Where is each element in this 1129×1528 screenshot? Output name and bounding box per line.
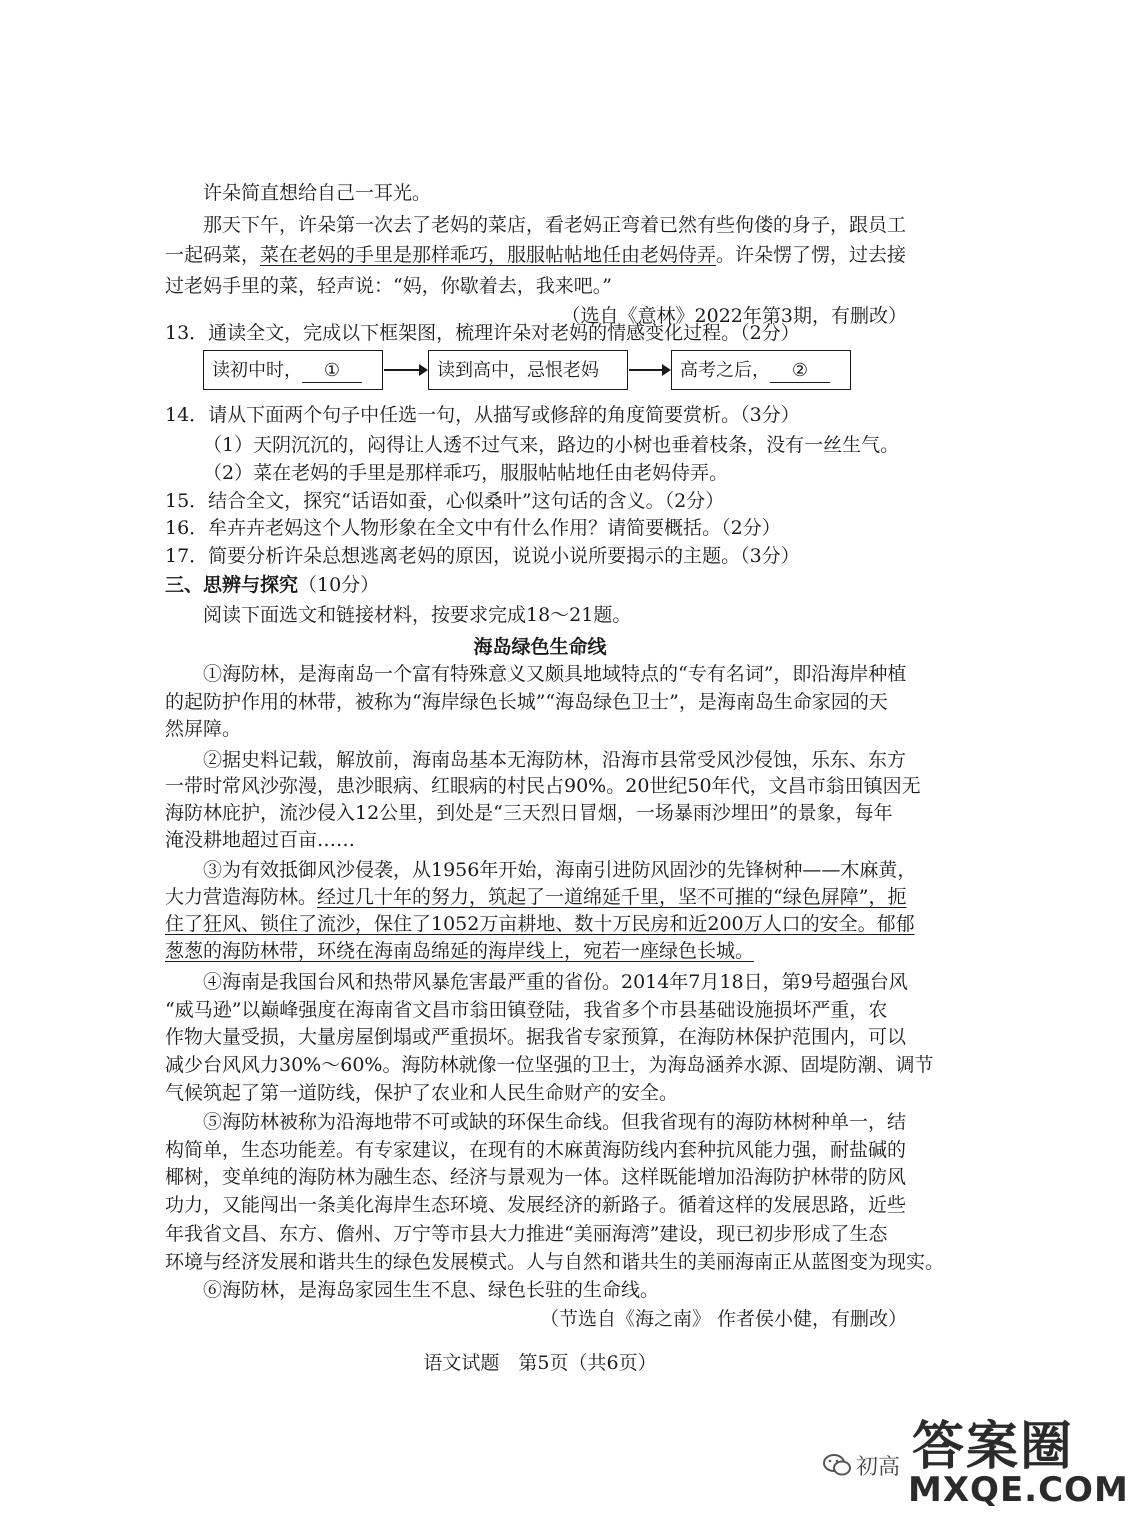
wechat-icon xyxy=(822,1452,852,1478)
question-15: 15．结合全文，探究“话语如蚕，心似桑叶”这句话的含义。（2分） xyxy=(165,490,725,512)
article-line: ③为有效抵御风沙侵袭，从1956年开始，海南引进防风固沙的先锋树种——木麻黄， xyxy=(203,859,917,881)
story-line-underlined: 一起码菜，菜在老妈的手里是那样乖巧，服服帖帖地任由老妈侍弄。许朵愣了愣，过去接 xyxy=(165,244,907,266)
article-line: 海防林庇护，流沙侵入12公里，到处是“三天烈日冒烟，一场暴雨沙埋田”的景象，每年 xyxy=(165,802,893,824)
article-line: ②据史料记载，解放前，海南岛基本无海防林，沿海市县常受风沙侵蚀，乐东、东方 xyxy=(203,749,907,771)
page-footer: 语文试题 第5页（共6页） xyxy=(423,1352,657,1374)
article-line: “威马逊”以巅峰强度在海南省文昌市翁田镇登陆，我省多个市县基础设施损坏严重，农 xyxy=(165,999,888,1021)
section-instruction: 阅读下面选文和链接材料，按要求完成18～21题。 xyxy=(203,604,632,626)
watermark-domain: MXQE.COM xyxy=(908,1470,1129,1510)
flow-box-senior-high: 读到高中，忌恨老妈 xyxy=(428,350,628,390)
story-line: 那天下午，许朵第一次去了老妈的菜店，看老妈正弯着已然有些佝偻的身子，跟员工 xyxy=(203,214,907,236)
question-14-option-2: （2）菜在老妈的手里是那样乖巧，服服帖帖地任由老妈侍弄。 xyxy=(203,462,729,484)
watermark-side-text: 初高 xyxy=(856,1455,901,1480)
flow-blank-2: ② xyxy=(770,360,830,383)
article-line: 环境与经济发展和谐共生的绿色发展模式。人与自然和谐共生的美丽海南正从蓝图变为现实。 xyxy=(165,1251,945,1273)
article-line: 减少台风风力30%～60%。海防林就像一位坚强的卫士，为海岛涵养水源、固堤防潮、调节 xyxy=(165,1054,934,1076)
section-heading: 三、思辨与探究（10分） xyxy=(165,574,380,596)
question-13: 13．通读全文，完成以下框架图，梳理许朵对老妈的情感变化过程。（2分） xyxy=(165,322,800,344)
emotion-flow-diagram xyxy=(203,350,853,394)
article-line: 淹没耕地超过百亩…… xyxy=(165,829,356,851)
article-source: （节选自《海之南》 作者侯小健，有删改） xyxy=(539,1308,907,1330)
flow-box-after-exam: 高考之后， ② xyxy=(671,350,851,390)
article-line-underlined: 住了狂风、锁住了流沙，保住了1052万亩耕地、数十万民房和近200万人口的安全。郁郁 xyxy=(165,913,915,935)
flow-box-junior-high: 读初中时， ① xyxy=(203,350,383,390)
article-line: ④海南是我国台风和热带风暴危害最严重的省份。2014年7月18日，第9号超强台风 xyxy=(203,971,908,993)
story-line: 许朵简直想给自己一耳光。 xyxy=(203,182,432,204)
article-title: 海岛绿色生命线 xyxy=(473,636,607,658)
question-14-option-1: （1）天阴沉沉的，闷得让人透不过气来，路边的小树也垂着枝条，没有一丝生气。 xyxy=(203,434,900,456)
story-line: 过老妈手里的菜，轻声说：“妈，你歇着去，我来吧。” xyxy=(165,275,612,297)
question-17: 17．简要分析许朵总想逃离老妈的原因，说说小说所要揭示的主题。（3分） xyxy=(165,545,800,567)
article-line: 然屏障。 xyxy=(165,718,242,740)
article-line: 构简单，生态功能差。有专家建议，在现有的木麻黄海防线内套种抗风能力强，耐盐碱的 xyxy=(165,1139,907,1161)
watermark xyxy=(820,1400,1129,1528)
question-14: 14．请从下面两个句子中任选一句，从描写或修辞的角度简要赏析。（3分） xyxy=(165,404,800,426)
article-line: 椰树，变单纯的海防林为融生态、经济与景观为一体。这样既能增加沿海防护林带的防风 xyxy=(165,1166,907,1188)
article-line-underlined: 大力营造海防林。经过几十年的努力，筑起了一道绵延千里，坚不可摧的“绿色屏障”，扼 xyxy=(165,886,907,908)
article-line: 的起防护作用的林带，被称为“海岸绿色长城”“海岛绿色卫士”，是海南岛生命家园的天 xyxy=(165,691,888,713)
article-line: ⑥海防林，是海岛家园生生不息、绿色长驻的生命线。 xyxy=(203,1279,660,1301)
article-line: 年我省文昌、东方、儋州、万宁等市县大力推进“美丽海湾”建设，现已初步形成了生态 xyxy=(165,1223,888,1245)
article-line: ①海防林，是海南岛一个富有特殊意义又颇具地域特点的“专有名词”，即沿海岸种植 xyxy=(203,663,907,685)
flow-arrow-1 xyxy=(384,369,426,371)
article-line: 一带时常风沙弥漫，患沙眼病、红眼病的村民占90%。20世纪50年代，文昌市翁田镇因无 xyxy=(165,775,921,797)
flow-arrow-2 xyxy=(629,369,669,371)
story-source: （选自《意林》2022年第3期，有删改） xyxy=(561,305,907,327)
flow-blank-1: ① xyxy=(302,360,362,383)
article-line: ⑤海防林被称为沿海地带不可或缺的环保生命线。但我省现有的海防林树种单一，结 xyxy=(203,1111,907,1133)
article-line-underlined: 葱葱的海防林带，环绕在海南岛绵延的海岸线上，宛若一座绿色长城。 xyxy=(165,940,755,962)
question-16: 16．牟卉卉老妈这个人物形象在全文中有什么作用？请简要概括。（2分） xyxy=(165,517,781,539)
article-line: 气候筑起了第一道防线，保护了农业和人民生命财产的安全。 xyxy=(165,1082,679,1104)
article-line: 作物大量受损，大量房屋倒塌或严重损坏。据我省专家预算，在海防林保护范围内，可以 xyxy=(165,1026,907,1048)
watermark-logo-text: 答案圈 xyxy=(912,1417,1075,1477)
article-line: 功力，又能闯出一条美化海岸生态环境、发展经济的新路子。循着这样的发展思路，近些 xyxy=(165,1194,907,1216)
